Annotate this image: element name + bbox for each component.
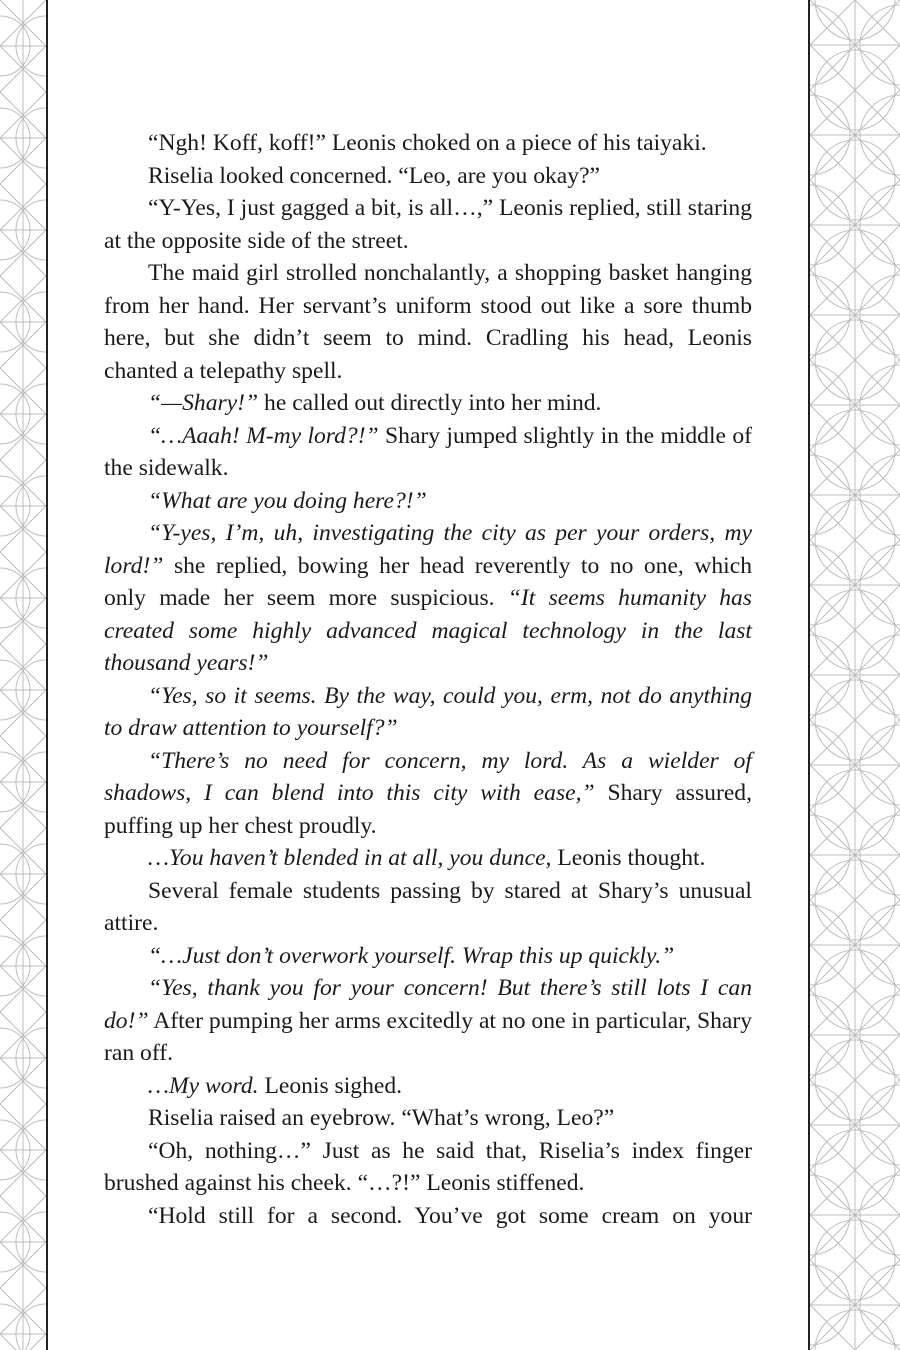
book-text (104, 127, 752, 1232)
text-run: “Y-Yes, I just gagged a bit, is all…,” Leonis replied, still staring at the opposite side of the street. (104, 195, 752, 254)
italic-run: “Yes, so it seems. By the way, could you, erm, not do anything to draw attention to yourself?” (104, 682, 752, 741)
paragraph (104, 192, 752, 257)
text-run: “Oh, nothing…” Just as he said that, Riselia’s index finger brushed against his cheek. “…?!” Leonis stiffened. (104, 1137, 752, 1196)
text-run: Leonis thought. (551, 845, 706, 871)
paragraph (104, 1135, 752, 1200)
italic-run: “…Just don’t overwork yourself. Wrap this up quickly.” (148, 942, 675, 969)
italic-run: “Y-yes, I’m, uh, investigating the city as per your orders, my lord!” (104, 520, 752, 579)
italic-run: …My word. (148, 1072, 259, 1099)
text-run: Leonis sighed. (258, 1072, 403, 1099)
text-run: After pumping her arms excitedly at no one in particular, Shary ran off. (104, 1007, 752, 1066)
italic-run: “Yes, thank you for your concern! But there’s still lots I can do!” (104, 975, 752, 1034)
paragraph (104, 680, 752, 745)
italic-run: “—Shary!” (148, 390, 259, 416)
italic-run: “It seems humanity has created some highly advanced magical technology in the last thousand years!” (104, 585, 752, 676)
text-run: “Hold still for a second. You’ve got some cream on your (148, 1202, 752, 1229)
right-border-pattern (808, 0, 900, 1350)
paragraph (104, 485, 752, 518)
paragraph (104, 420, 752, 485)
paragraph (104, 745, 752, 843)
text-run: Shary jumped slightly in the middle of the sidewalk. (104, 422, 752, 481)
italic-run: “There’s no need for concern, my lord. As a wielder of shadows, I can blend into this city with ease,” (104, 747, 752, 806)
paragraph (104, 387, 752, 420)
paragraph (104, 940, 752, 973)
text-run: “Ngh! Koff, koff!” Leonis choked on a piece of his taiyaki. (148, 130, 707, 156)
italic-run: …You haven’t blended in at all, you dunce, (148, 845, 552, 871)
text-run: The maid girl strolled nonchalantly, a shopping basket hanging from her hand. Her servant’s uniform stood out like a sore thumb here, but she didn’t seem to mind. Cradling his head, Leonis chanted a telepathy spell. (104, 260, 752, 384)
text-run: Shary assured, puffing up her chest proudly. (104, 780, 752, 839)
paragraph (104, 127, 752, 160)
paragraph (104, 875, 752, 940)
italic-run: “…Aaah! M-my lord?!” (148, 422, 379, 449)
text-run: Riselia raised an eyebrow. “What’s wrong, Leo?” (148, 1105, 615, 1131)
paragraph (104, 160, 752, 193)
italic-run: “What are you doing here?!” (148, 487, 427, 514)
text-run: she replied, bowing her head reverently to no one, which only made her seem more suspicious. (104, 552, 752, 611)
paragraph (104, 842, 752, 875)
text-run: Riselia looked concerned. “Leo, are you okay?” (148, 162, 601, 189)
text-run: Several female students passing by stared at Shary’s unusual attire. (104, 877, 752, 936)
text-run: he called out directly into her mind. (258, 390, 602, 416)
paragraph (104, 1070, 752, 1103)
paragraph (104, 517, 752, 680)
paragraph (104, 1200, 752, 1233)
paragraph (104, 257, 752, 387)
paragraph (104, 1102, 752, 1135)
left-border-pattern (0, 0, 48, 1350)
paragraph (104, 972, 752, 1070)
